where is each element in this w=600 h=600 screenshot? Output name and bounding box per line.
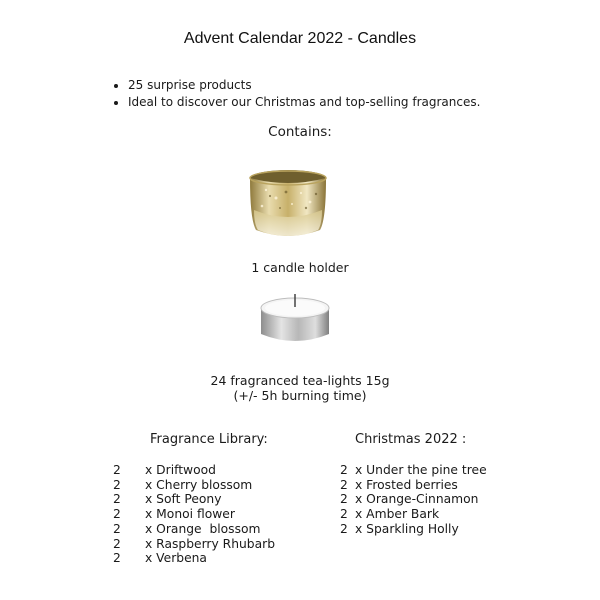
- item-qty: 2: [113, 477, 121, 492]
- fragrance-library-heading: Fragrance Library:: [150, 432, 268, 447]
- item-qty: 2: [113, 521, 121, 536]
- item-name: x Monoi flower: [145, 507, 235, 522]
- christmas-2022-heading: Christmas 2022 :: [355, 432, 467, 447]
- item-name: x Frosted berries: [355, 477, 458, 492]
- item-name: x Soft Peony: [145, 492, 222, 507]
- item-qty: 2: [113, 492, 121, 507]
- list-item: [113, 463, 275, 478]
- item-qty: 2: [113, 551, 121, 566]
- item-name: x Orange blossom: [145, 521, 261, 536]
- item-name: x Sparkling Holly: [355, 521, 459, 536]
- gold-candle-holder-icon: [246, 168, 330, 244]
- item-name: x Verbena: [145, 551, 207, 566]
- fragrance-library-list: [113, 463, 275, 566]
- page-title: Advent Calendar 2022 - Candles: [183, 30, 417, 47]
- list-item: [340, 463, 487, 478]
- item-name: x Driftwood: [145, 463, 216, 477]
- contains-heading: Contains:: [268, 124, 332, 140]
- item-name: x Raspberry Rhubarb: [145, 536, 275, 551]
- item-qty: 2: [340, 477, 348, 492]
- candle-holder-caption: 1 candle holder: [251, 260, 349, 275]
- item-qty: 2: [113, 507, 121, 522]
- item-name: x Amber Bark: [355, 507, 440, 522]
- item-qty: 2: [113, 463, 121, 477]
- item-qty: 2: [113, 536, 121, 551]
- christmas-2022-list: [340, 463, 487, 537]
- list-item: [340, 492, 487, 507]
- item-name: x Under the pine tree: [355, 463, 487, 477]
- list-item: [113, 492, 275, 507]
- list-item: [340, 507, 487, 522]
- feature-bullets: [110, 77, 598, 111]
- list-item: [113, 537, 275, 552]
- tea-light-icon: [257, 290, 333, 346]
- list-item: [340, 522, 487, 537]
- item-qty: 2: [340, 492, 348, 507]
- list-item: [113, 478, 275, 493]
- list-item: [340, 478, 487, 493]
- item-name: x Orange-Cinnamon: [355, 492, 479, 507]
- item-qty: 2: [340, 507, 348, 522]
- list-item: [113, 551, 275, 566]
- bullet-item: • Ideal to discover our Christmas and top-selling fragrances.: [128, 94, 598, 111]
- tea-lights-caption: [0, 373, 600, 403]
- item-qty: 2: [340, 463, 348, 477]
- item-qty: 2: [340, 521, 348, 536]
- caption-line: (+/- 5h burning time): [233, 388, 367, 403]
- item-name: x Cherry blossom: [145, 477, 253, 492]
- bullet-item: • 25 surprise products: [128, 77, 598, 94]
- list-item: [113, 507, 275, 522]
- caption-line: 24 fragranced tea-lights 15g: [210, 373, 390, 388]
- list-item: [113, 522, 275, 537]
